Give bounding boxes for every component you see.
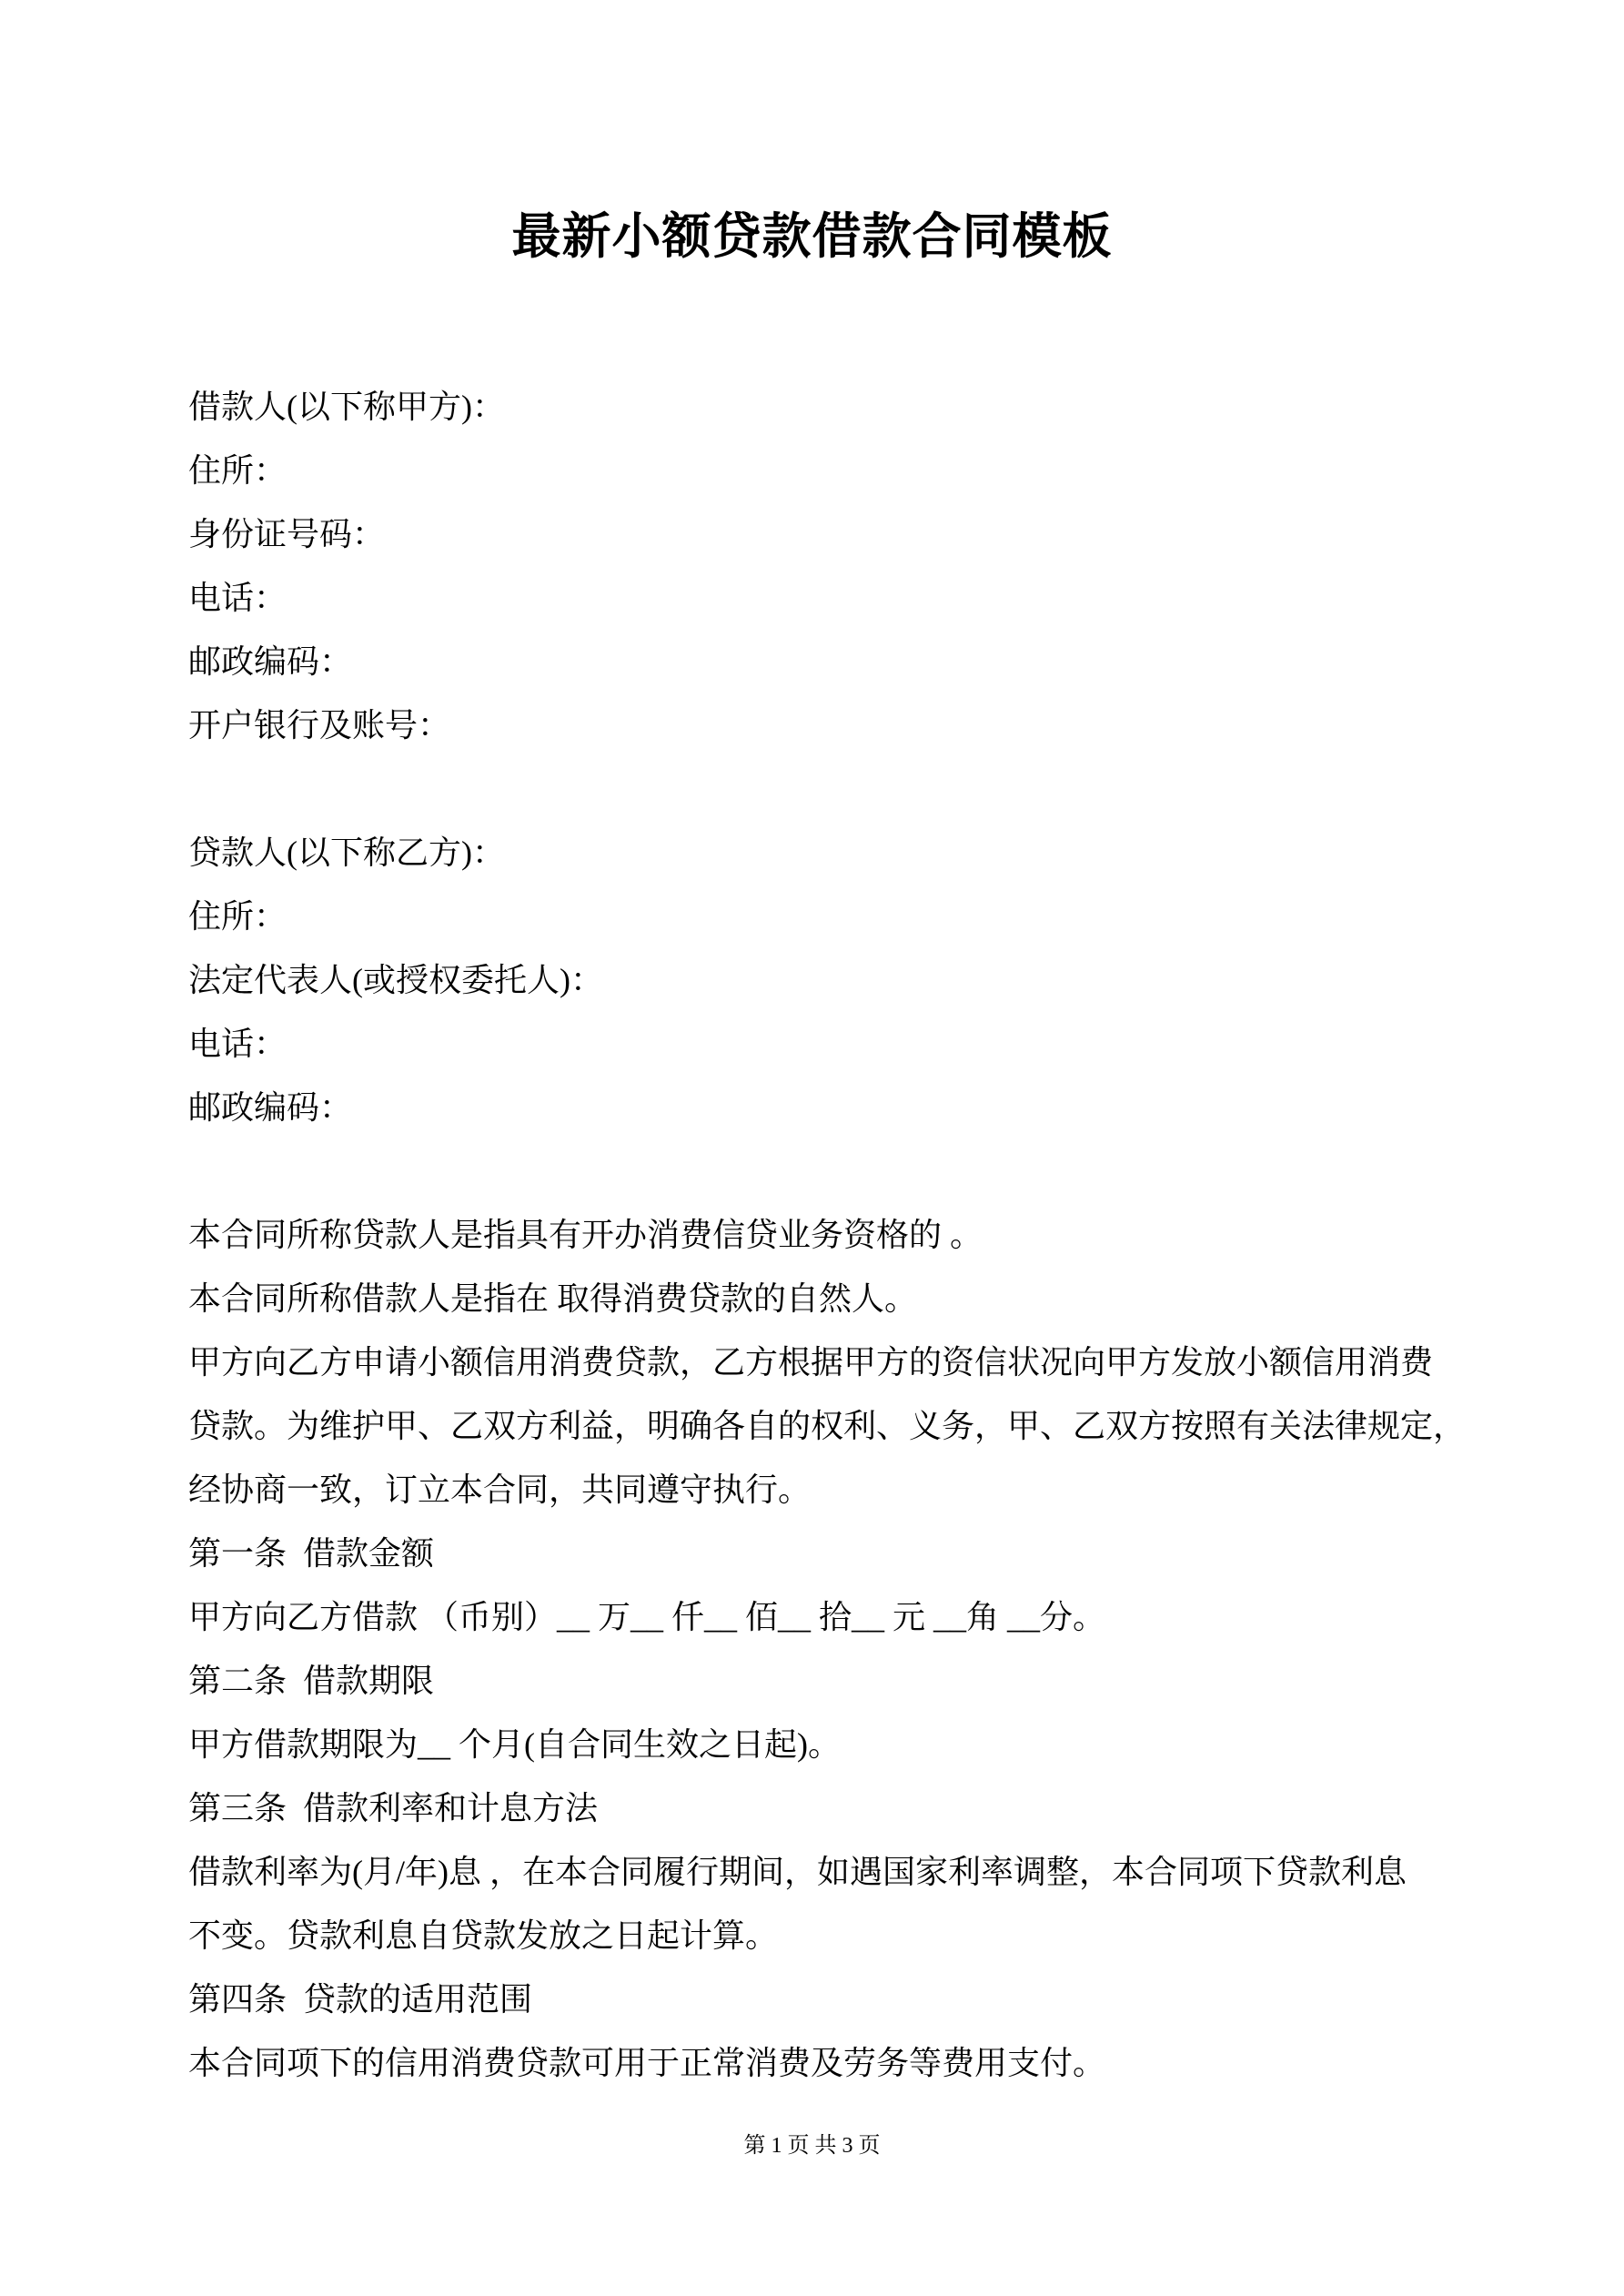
contract-terms-line: 本合同项下的信用消费贷款可用于正常消费及劳务等费用支付。 xyxy=(188,2045,1106,2081)
contract-terms-line: 第三条 借款利率和计息方法 xyxy=(188,1790,599,1826)
lender-info-line: 贷款人(以下称乙方)： xyxy=(188,834,505,871)
contract-terms-line: 第二条 借款期限 xyxy=(188,1663,435,1699)
contract-terms-line: 第四条 贷款的适用范围 xyxy=(188,1981,533,2018)
contract-terms-line: 第一条 借款金额 xyxy=(188,1535,435,1572)
lender-info-line: 住所： xyxy=(188,898,287,935)
lender-info-line: 邮政编码： xyxy=(188,1089,353,1126)
lender-info-line: 法定代表人(或授权委托人)： xyxy=(188,962,603,998)
borrower-info-line: 开户银行及账号： xyxy=(188,707,451,743)
contract-terms-line: 甲方借款期限为__ 个月(自合同生效之日起)。 xyxy=(188,1726,841,1763)
borrower-info-line: 电话： xyxy=(188,580,287,616)
contract-terms-line: 贷款。为维护甲、乙双方利益，明确各自的权利、义务，甲、乙双方按照有关法律规定， xyxy=(188,1408,1467,1444)
contract-terms-line: 经协商一致，订立本合同，共同遵守执行。 xyxy=(188,1472,812,1508)
section-lender-info xyxy=(188,821,1444,1139)
contract-terms-line: 不变。贷款利息自贷款发放之日起计算。 xyxy=(188,1917,779,1954)
borrower-info-line: 借款人(以下称甲方)： xyxy=(188,389,505,425)
contract-terms-line: 本合同所称贷款人是指具有开办消费信贷业务资格的 。 xyxy=(188,1217,983,1253)
page-number: 第 1 页 共 3 页 xyxy=(743,2134,881,2158)
contract-terms-line: 借款利率为(月/年)息 ，在本合同履行期间，如遇国家利率调整，本合同项下贷款利息 xyxy=(188,1854,1407,1890)
document-body xyxy=(188,375,1467,2095)
borrower-info-line: 邮政编码： xyxy=(188,643,353,680)
section-borrower-info xyxy=(188,375,1444,757)
contract-terms-line: 甲方向乙方申请小额信用消费贷款，乙方根据甲方的资信状况向甲方发放小额信用消费 xyxy=(188,1344,1434,1381)
contract-terms-line: 本合同所称借款人是指在 取得消费贷款的自然人。 xyxy=(188,1280,918,1317)
borrower-info-line: 住所： xyxy=(188,452,287,489)
document-title: 最新小额贷款借款合同模板 xyxy=(511,209,1113,264)
borrower-info-line: 身份证号码： xyxy=(188,516,386,552)
lender-info-line: 电话： xyxy=(188,1026,287,1062)
section-contract-terms xyxy=(188,1203,1467,2095)
contract-terms-line: 甲方向乙方借款 （币别）__ 万__ 仟__ 佰__ 拾__ 元 __角 __分。 xyxy=(188,1599,1106,1635)
